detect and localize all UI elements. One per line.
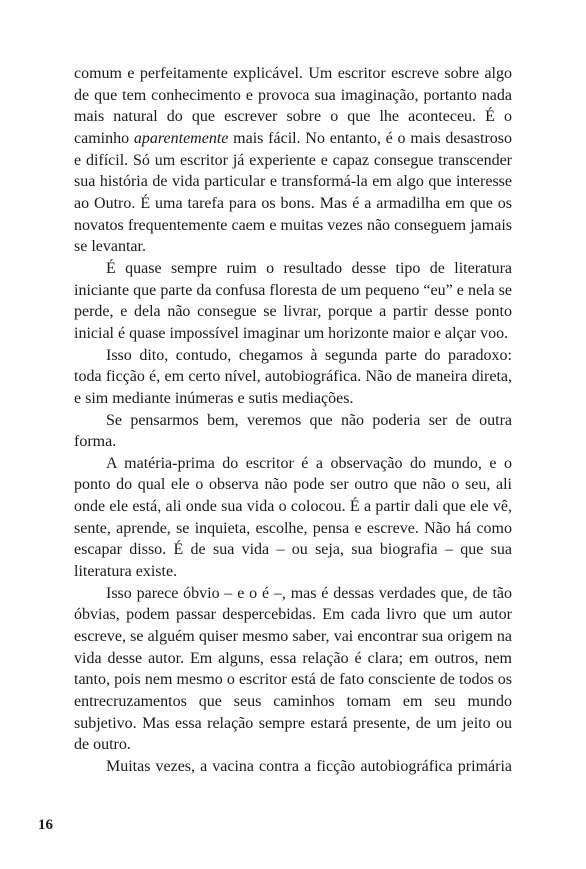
paragraph-1-emphasis: aparentemente (133, 129, 229, 147)
page-body (74, 63, 512, 778)
paragraph-7: Muitas vezes, a vacina contra a ficção autobiográfica primária (106, 758, 512, 775)
paragraph-1 (74, 63, 512, 258)
page-number: 16 (38, 817, 53, 833)
paragraph-1-after: mais fácil. No entanto, é o mais desastroso e difícil. Só um escritor já experiente e capaz consegue transcender sua história de vida particular e transformá-la em algo que interesse ao Outro. É uma tarefa para os bons. Mas é a armadilha em que os novatos frequentemente caem e muitas vezes não conseguem jamais se levantar. (74, 129, 513, 256)
paragraph-5: A matéria-prima do escritor é a observação do mundo, e o ponto do qual ele o observa não pode ser outro que não o seu, ali onde ele está, ali onde sua vida o colocou. É a partir dali que ele vê, sente, aprende, se inquieta, escolhe, pensa e escreve. Não há como escapar disso. É de sua vida – ou seja, sua biografia – que sua literatura existe. (74, 454, 512, 581)
paragraph-1-before: comum e perfeitamente explicável. Um escritor escreve sobre algo de que tem conhecimento e provoca sua imaginação, portanto nada mais natural do que escrever sobre o que lhe aconteceu. É o caminho (74, 65, 512, 147)
paragraph-6: Isso parece óbvio – e o é –, mas é dessas verdades que, de tão óbvias, podem passar despercebidas. Em cada livro que um autor escreve, se alguém quiser mesmo saber, vai encontrar sua origem na vida desse autor. Em alguns, essa relação é clara; em outros, nem tanto, pois nem mesmo o escritor está de fato consciente de todos os entrecruzamentos que seus caminhos tomam em seu mundo subjetivo. Mas essa relação sempre estará presente, de um jeito ou de outro. (74, 584, 512, 754)
paragraph-3: Isso dito, contudo, chegamos à segunda parte do paradoxo: toda ficção é, em certo nível, autobiográfica. Não de maneira direta, e sim mediante inúmeras e sutis mediações. (74, 346, 512, 407)
paragraph-4: Se pensarmos bem, veremos que não poderia ser de outra forma. (74, 411, 512, 451)
paragraph-2: É quase sempre ruim o resultado desse tipo de literatura iniciante que parte da confusa floresta de um pequeno “eu” e nela se perde, e dela não consegue se livrar, porque a partir desse ponto inicial é quase impossível imaginar um horizonte maior e alçar voo. (74, 259, 512, 342)
